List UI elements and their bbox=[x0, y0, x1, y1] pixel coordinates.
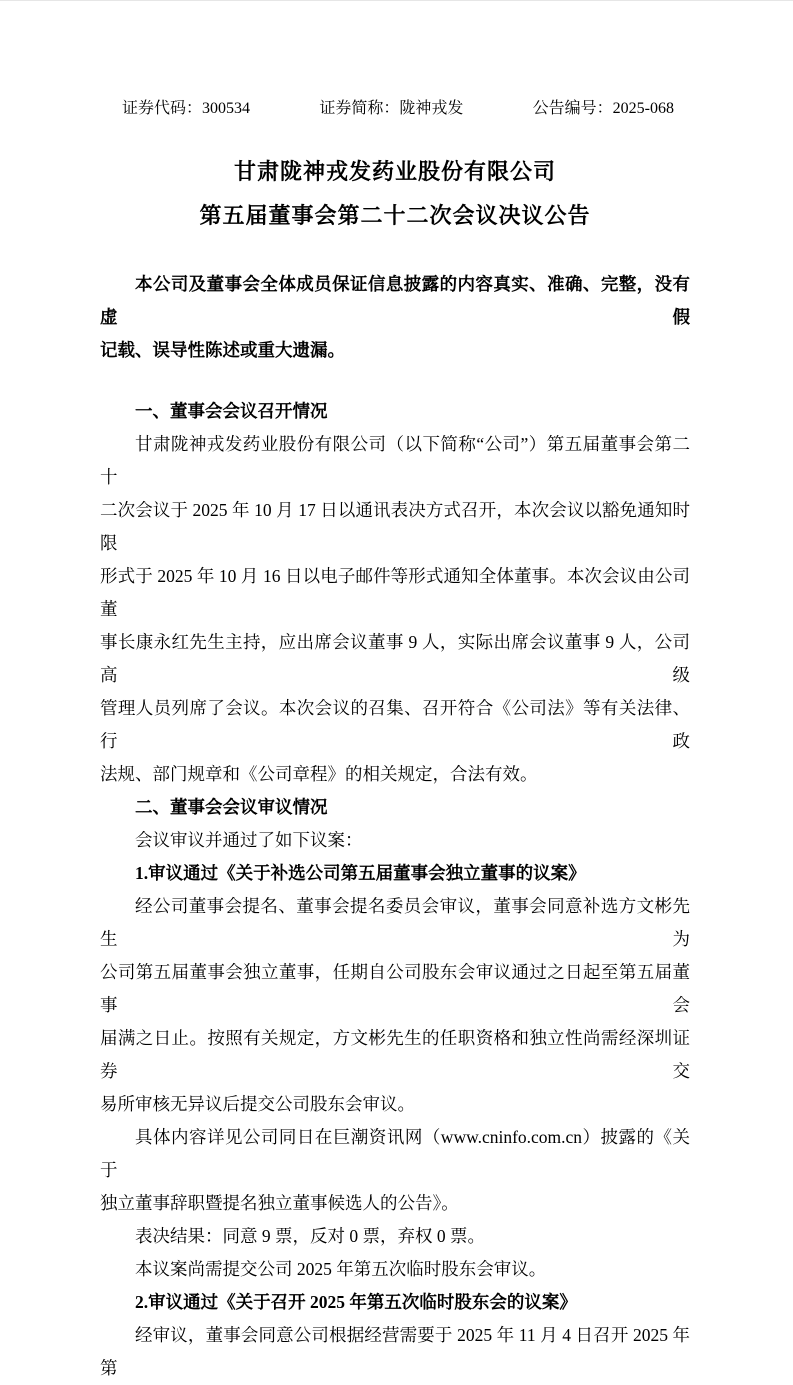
disclaimer-paragraph bbox=[100, 268, 690, 367]
stock-code: 证券代码：300534 bbox=[122, 100, 251, 117]
text-line: 甘肃陇神戎发药业股份有限公司（以下简称“公司”）第五届董事会第二十 bbox=[100, 434, 690, 487]
text-line: 经公司董事会提名、董事会提名委员会审议，董事会同意补选方文彬先生为 bbox=[100, 896, 690, 949]
text-line: 公司第五届董事会独立董事，任期自公司股东会审议通过之日起至第五届董事会 bbox=[100, 962, 690, 1015]
section-2-heading: 二、董事会会议审议情况 bbox=[135, 797, 328, 817]
document-header bbox=[100, 98, 690, 120]
announcement-title: 第五届董事会第二十二次会议决议公告 bbox=[199, 203, 591, 228]
company-name-title: 甘肃陇神戎发药业股份有限公司 bbox=[233, 159, 556, 184]
text-line: 形式于 2025 年 10 月 16 日以电子邮件等形式通知全体董事。本次会议由公司董 bbox=[100, 566, 690, 619]
text-line: 法规、部门规章和《公司章程》的相关规定，合法有效。 bbox=[100, 764, 538, 784]
announcement-number: 公告编号：2025-068 bbox=[532, 100, 674, 117]
proposal-1-note: 本议案尚需提交公司 2025 年第五次临时股东会审议。 bbox=[135, 1259, 547, 1279]
text-line: 管理人员列席了会议。本次会议的召集、召开符合《公司法》等有关法律、行政 bbox=[100, 698, 690, 751]
proposal-2-heading: 2.审议通过《关于召开 2025 年第五次临时股东会的议案》 bbox=[135, 1292, 577, 1312]
text-line: 本公司及董事会全体成员保证信息披露的内容真实、准确、完整，没有虚假 bbox=[100, 274, 690, 327]
proposal-1-vote-result: 表决结果：同意 9 票，反对 0 票，弃权 0 票。 bbox=[135, 1226, 485, 1246]
proposal-1-paragraph-2 bbox=[100, 1121, 690, 1220]
proposal-1-heading: 1.审议通过《关于补选公司第五届董事会独立董事的议案》 bbox=[135, 863, 586, 883]
section-1-paragraph bbox=[100, 428, 690, 791]
section-2-intro: 会议审议并通过了如下议案： bbox=[135, 830, 363, 850]
section-1-heading: 一、董事会会议召开情况 bbox=[135, 401, 328, 421]
text-line: 经审议，董事会同意公司根据经营需要于 2025 年 11 月 4 日召开 2025 年第 bbox=[100, 1325, 690, 1378]
proposal-2-paragraph bbox=[100, 1319, 690, 1385]
text-line: 独立董事辞职暨提名独立董事候选人的公告》。 bbox=[100, 1193, 459, 1213]
text-line: 事长康永红先生主持，应出席会议董事 9 人，实际出席会议董事 9 人，公司高级 bbox=[100, 632, 690, 685]
document-body bbox=[100, 268, 690, 1385]
text-line: 届满之日止。按照有关规定，方文彬先生的任职资格和独立性尚需经深圳证券交 bbox=[100, 1028, 690, 1081]
stock-name: 证券简称：陇神戎发 bbox=[319, 100, 464, 117]
text-line: 具体内容详见公司同日在巨潮资讯网（www.cninfo.com.cn）披露的《关于 bbox=[100, 1127, 690, 1180]
text-line: 易所审核无异议后提交公司股东会审议。 bbox=[100, 1094, 415, 1114]
text-line: 记载、误导性陈述或重大遗漏。 bbox=[100, 340, 345, 360]
proposal-1-paragraph-1 bbox=[100, 890, 690, 1121]
text-line: 二次会议于 2025 年 10 月 17 日以通讯表决方式召开，本次会议以豁免通知时限 bbox=[100, 500, 690, 553]
